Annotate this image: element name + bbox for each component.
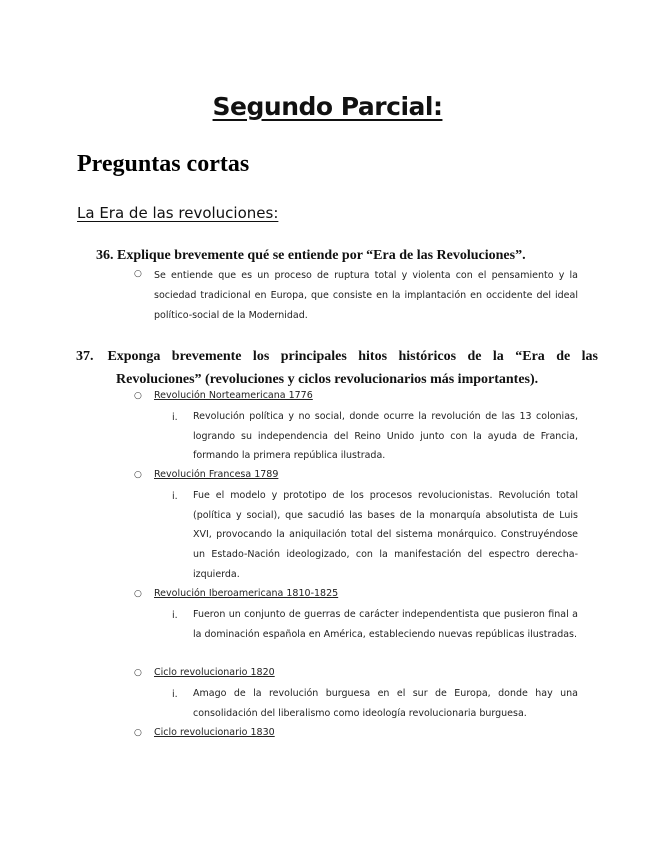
question-37: 37. Exponga brevemente los principales hitos históricos de la “Era de las Revoluciones” (revoluciones y ciclos revolucionarios más importantes). — [76, 349, 598, 387]
event-description-1776: Revolución política y no social, donde ocurre la revolución de las 13 colonias, logrando su independencia del Reino Unido junto con la ayuda de Francia, formando la primera república ilustrada. — [193, 411, 578, 462]
roman-marker: i. — [172, 610, 178, 621]
document-title: Segundo Parcial: — [212, 92, 443, 121]
event-title-1789: Revolución Francesa 1789 — [154, 469, 279, 480]
bullet-icon: ○ — [134, 668, 142, 678]
answer-text: Se entiende que es un proceso de ruptura total y violenta con el pensamiento y la sociedad tradicional en Europa, que consiste en la implantación en occidente del ideal político-social de la Modernidad. — [154, 270, 578, 321]
section-heading: Preguntas cortas — [77, 151, 250, 177]
bullet-icon: ○ — [134, 269, 142, 279]
event-description-1810: Fueron un conjunto de guerras de carácter independentista que pusieron final a la dominación española en América, estableciendo nuevas repúblicas ilustradas. — [193, 609, 578, 640]
question-text: Explique brevemente qué se entiende por “Era de las Revoluciones”. — [117, 248, 526, 263]
bullet-icon: ○ — [134, 589, 142, 599]
roman-marker: i. — [172, 491, 178, 502]
question-36 — [96, 244, 578, 267]
bullet-icon: ○ — [134, 470, 142, 480]
question-number: 36. — [96, 248, 114, 263]
event-description-1820: Amago de la revolución burguesa en el sur de Europa, donde hay una consolidación del liberalismo como ideología revolucionaria burguesa. — [193, 688, 578, 719]
event-description-1789: Fue el modelo y prototipo de los procesos revolucionistas. Revolución total (política y social), que sacudió las bases de la monarquía absolutista de Luis XVI, provocando la aniquilación total del sistema monárquico. Construyéndose un Estado-Nación ideologizado, con la manifestación del espectro derecha-izquierda. — [193, 490, 578, 580]
subsection-heading: La Era de las revoluciones: — [77, 204, 279, 222]
event-title-1810: Revolución Iberoamericana 1810-1825 — [154, 588, 339, 599]
event-title-1776: Revolución Norteamericana 1776 — [154, 390, 313, 401]
bullet-icon: ○ — [134, 391, 142, 401]
event-title-1820: Ciclo revolucionario 1820 — [154, 667, 275, 678]
roman-marker: i. — [172, 689, 178, 700]
roman-marker: i. — [172, 412, 178, 423]
event-title-1830: Ciclo revolucionario 1830 — [154, 727, 275, 738]
question-text: Exponga brevemente los principales hitos históricos de la “Era de las Revoluciones” (revoluciones y ciclos revolucionarios más importantes). — [107, 349, 598, 387]
bullet-icon: ○ — [134, 728, 142, 738]
